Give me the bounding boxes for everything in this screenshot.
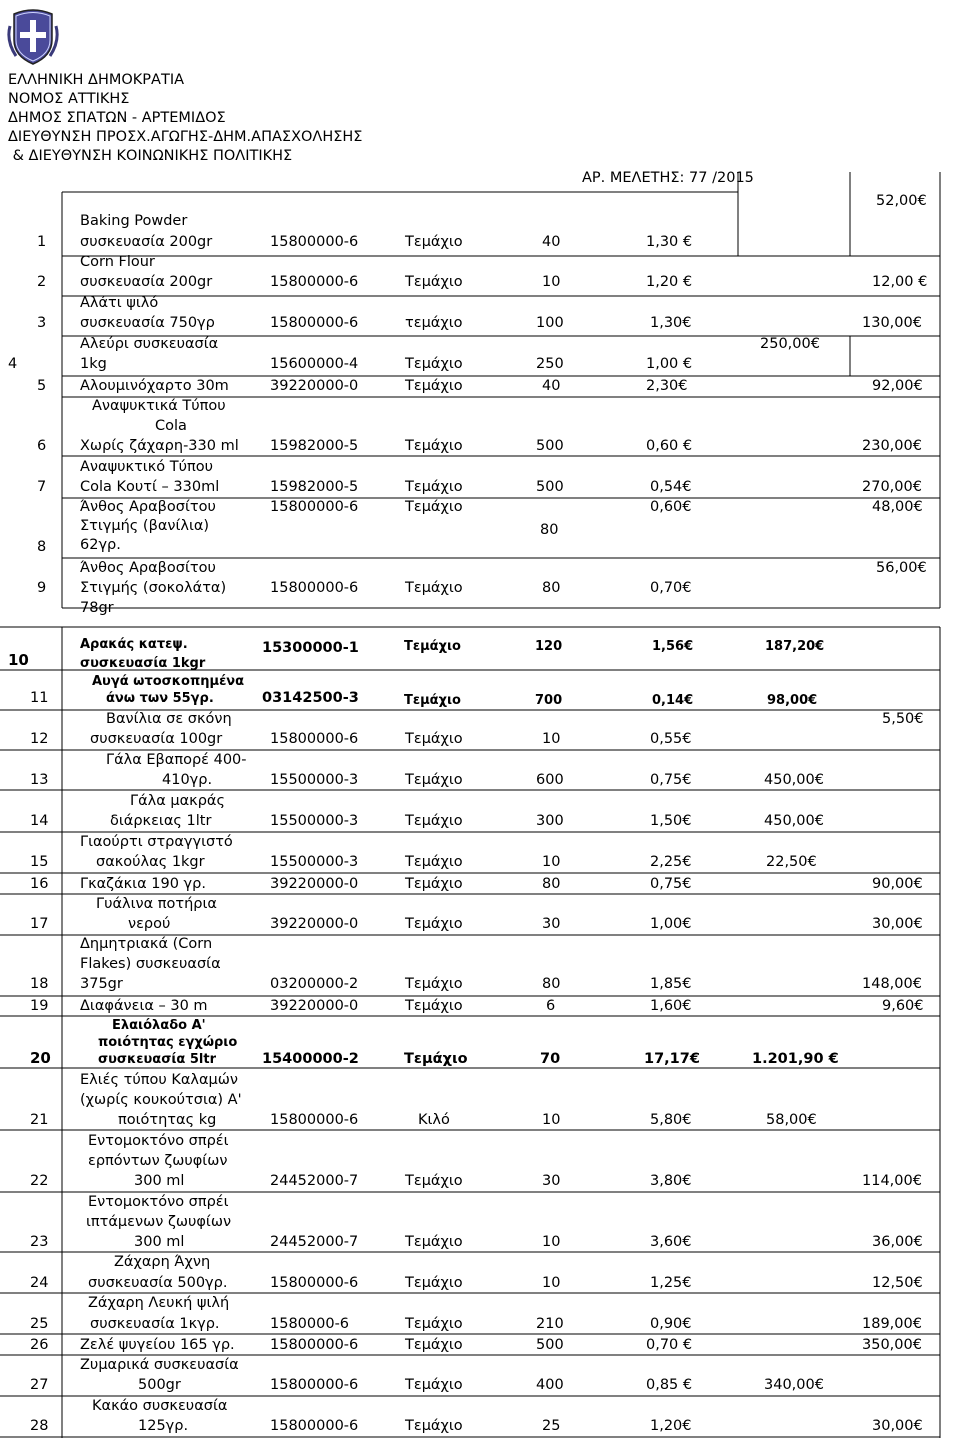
item-description: Ζυμαρικά συσκευασία [80,1357,239,1373]
unit: Τεμάχιο [405,876,463,892]
row-number: 6 [37,438,47,454]
row-number: 26 [30,1337,49,1353]
item-description: συσκευασία 200gr [80,274,213,290]
item-description: Γιαούρτι στραγγιστό [80,834,233,850]
item-description: συσκευασία 500γρ. [88,1275,228,1291]
row-number: 4 [8,356,18,372]
unit-price: 0,85 € [646,1377,693,1393]
total-price: 5,50€ [882,711,924,727]
quantity: 10 [542,731,561,747]
unit-price: 1,00 € [646,356,693,372]
item-description: Άνθος Αραβοσίτου [80,499,216,515]
row-number: 9 [37,580,47,596]
unit-price: 0,70€ [650,580,692,596]
total-price: 130,00€ [862,315,922,331]
cpv-code: 15982000-5 [270,438,359,454]
row-number: 2 [37,274,47,290]
unit-price: 1,20€ [650,1418,692,1434]
item-description: Αναψυκτικά Τύπου [92,398,226,414]
item-description: 125γρ. [138,1418,189,1434]
cpv-code: 15800000-6 [270,1418,359,1434]
item-description: 78gr [80,600,114,616]
unit: Τεμάχιο [405,499,463,515]
cpv-code: 15800000-6 [270,1377,359,1393]
item-description: (χωρίς κουκούτσια) Α' [80,1092,242,1108]
unit: Τεμάχιο [405,772,463,788]
quantity: 700 [535,693,563,708]
item-description: συσκευασία 1kgr [80,656,206,671]
unit-price: 0,55€ [650,731,692,747]
quantity: 25 [542,1418,561,1434]
quantity: 500 [536,438,564,454]
row-number: 14 [30,813,49,829]
unit: Τεμάχιο [405,916,463,932]
item-description: 300 ml [134,1234,185,1250]
row-number: 16 [30,876,49,892]
cpv-code: 15800000-6 [270,315,359,331]
total-price: 450,00€ [764,772,824,788]
total-price: 187,20€ [765,639,825,654]
unit-price: 17,17€ [644,1051,700,1067]
cpv-code: 03200000-2 [270,976,359,992]
unit-price: 0,14€ [652,693,694,708]
item-description: Αλεύρι συσκευασία [80,336,219,352]
quantity: 80 [542,976,561,992]
total-price: 12,00 € [872,274,928,290]
total-price: 12,50€ [872,1275,923,1291]
unit: Τεμάχιο [404,693,461,708]
cpv-code: 1580000-6 [270,1316,350,1332]
quantity: 300 [536,813,564,829]
item-description: συσκευασία 200gr [80,234,213,250]
item-description: Ελαιόλαδο Α' [112,1018,206,1033]
quantity: 80 [542,876,561,892]
cpv-code: 15800000-6 [270,1112,359,1128]
unit: Τεμάχιο [405,813,463,829]
quantity: 10 [542,274,561,290]
total-price: 189,00€ [862,1316,922,1332]
row-number: 28 [30,1418,49,1434]
item-description: Γάλα μακράς [130,793,225,809]
row-number: 12 [30,731,49,747]
quantity: 250 [536,356,564,372]
cpv-code: 39220000-0 [270,916,359,932]
row-number: 22 [30,1173,49,1189]
quantity: 10 [542,1112,561,1128]
unit-price: 1,30€ [650,315,692,331]
total-price: 1.201,90 € [752,1051,839,1067]
row-number: 13 [30,772,49,788]
unit: Τεμάχιο [405,1418,463,1434]
item-description: Flakes) συσκευασία [80,956,221,972]
quantity: 10 [542,1275,561,1291]
item-description: σακούλας 1kgr [96,854,205,870]
unit: Τεμάχιο [405,438,463,454]
item-description: νερού [128,916,171,932]
row-number: 8 [37,539,47,555]
cpv-code: 15800000-6 [270,580,359,596]
item-description: Βανίλια σε σκόνη [106,711,232,727]
unit: Τεμάχιο [405,854,463,870]
item-description: Cola Κουτί – 330ml [80,479,220,495]
unit-price: 0,60€ [650,499,692,515]
item-description: Χωρίς ζάχαρη-330 ml [80,438,239,454]
quantity: 10 [542,1234,561,1250]
item-description: Αλάτι ψιλό [80,295,159,311]
cpv-code: 24452000-7 [270,1234,359,1250]
total-price: 350,00€ [862,1337,922,1353]
item-description: Ελιές τύπου Καλαμών [80,1072,238,1088]
item-description: Δημητριακά (Corn [80,936,213,952]
item-description: Ζάχαρη Λευκή ψιλή [88,1295,230,1311]
row-number: 15 [30,854,49,870]
unit: Τεμάχιο [404,639,461,654]
unit-price: 2,25€ [650,854,692,870]
cpv-code: 15982000-5 [270,479,359,495]
unit: Τεμάχιο [405,1173,463,1189]
quantity: 80 [542,580,561,596]
total-price: 48,00€ [872,499,923,515]
unit-price: 1,25€ [650,1275,692,1291]
item-description: Baking Powder [80,213,188,229]
row-number: 23 [30,1234,49,1250]
cpv-code: 15300000-1 [262,640,359,656]
item-description: Γκαζάκια 190 γρ. [80,876,206,892]
unit-price: 0,75€ [650,772,692,788]
total-price: 56,00€ [876,560,927,576]
unit: Τεμάχιο [405,580,463,596]
total-price: 270,00€ [862,479,922,495]
header-line: ΕΛΛΗΝΙΚΗ ΔΗΜΟΚΡΑΤΙΑ [8,72,185,88]
item-description: Στιγμής (βανίλια) [80,518,210,534]
row-number: 19 [30,998,49,1014]
unit-price: 3,80€ [650,1173,692,1189]
item-description: συσκευασία 1κγρ. [90,1316,220,1332]
item-description: ποιότητας εγχώριο [98,1035,238,1050]
item-description: 410γρ. [162,772,213,788]
item-description: 300 ml [134,1173,185,1189]
item-description: ερπόντων ζωυφίων [88,1153,228,1169]
item-description: Γυάλινα ποτήρια [96,896,217,912]
quantity: 120 [535,639,563,654]
item-description: ποιότητας kg [118,1112,217,1128]
item-description: Αναψυκτικό Τύπου [80,459,213,475]
quantity: 210 [536,1316,564,1332]
item-description: Αλουμινόχαρτο 30m [80,378,229,394]
unit: Τεμάχιο [405,378,463,394]
quantity: 500 [536,1337,564,1353]
cpv-code: 15800000-6 [270,1337,359,1353]
row-number: 24 [30,1275,49,1291]
unit: Τεμάχιο [405,479,463,495]
unit: Τεμάχιο [405,234,463,250]
unit-price: 5,80€ [650,1112,692,1128]
total-price: 52,00€ [876,193,927,209]
row-number: 7 [37,479,47,495]
unit-price: 1,85€ [650,976,692,992]
total-price: 22,50€ [766,854,817,870]
item-description: Κακάο συσκευασία [92,1398,228,1414]
quantity: 100 [536,315,564,331]
unit-price: 1,00€ [650,916,692,932]
cpv-code: 15800000-6 [270,731,359,747]
header-line: ΔΗΜΟΣ ΣΠΑΤΩΝ - ΑΡΤΕΜΙΔΟΣ [8,110,226,126]
unit-price: 0,70 € [646,1337,693,1353]
quantity: 10 [542,854,561,870]
unit: Τεμάχιο [405,1234,463,1250]
row-number: 17 [30,916,49,932]
item-description: Εντομοκτόνο σπρέι [88,1133,229,1149]
item-description: Εντομοκτόνο σπρέι [88,1194,229,1210]
cpv-code: 15800000-6 [270,274,359,290]
row-number: 3 [37,315,47,331]
header-line: ΝΟΜΟΣ ΑΤΤΙΚΗΣ [8,91,130,107]
total-price: 148,00€ [862,976,922,992]
item-description: Cola [155,418,187,434]
quantity: 70 [540,1051,561,1067]
row-number: 18 [30,976,49,992]
total-price: 30,00€ [872,1418,923,1434]
row-number: 10 [8,651,29,669]
total-price: 450,00€ [764,813,824,829]
total-price: 58,00€ [766,1112,817,1128]
cpv-code: 15600000-4 [270,356,359,372]
item-description: Αρακάς κατεψ. [80,637,188,652]
cpv-code: 39220000-0 [270,876,359,892]
item-description: Αυγά ωτοσκοπημένα [92,674,245,689]
header-line: ΔΙΕΥΘΥΝΣΗ ΠΡΟΣΧ.ΑΓΩΓΗΣ-ΔΗΜ.ΑΠΑΣΧΟΛΗΣΗΣ [8,129,363,145]
study-number: ΑΡ. ΜΕΛΕΤΗΣ: 77 /2015 [582,170,754,186]
unit-price: 1,20 € [646,274,693,290]
quantity: 30 [542,1173,561,1189]
row-number: 1 [37,234,47,250]
quantity: 500 [536,479,564,495]
total-price: 9,60€ [882,998,924,1014]
unit-price: 2,30€ [646,378,688,394]
unit-price: 1,60€ [650,998,692,1014]
total-price: 114,00€ [862,1173,922,1189]
item-description: 1kg [80,356,107,372]
item-description: Στιγμής (σοκολάτα) [80,580,227,596]
unit-price: 0,90€ [650,1316,692,1332]
quantity: 30 [542,916,561,932]
item-description: Άνθος Αραβοσίτου [80,560,216,576]
cpv-code: 15800000-6 [270,1275,359,1291]
quantity: 600 [536,772,564,788]
unit-price: 0,75€ [650,876,692,892]
item-description: συσκευασία 750γρ [80,315,215,331]
unit: τεμάχιο [405,315,463,331]
unit: Τεμάχιο [404,1051,468,1067]
cpv-code: 15800000-6 [270,234,359,250]
cpv-code: 03142500-3 [262,690,359,706]
quantity: 400 [536,1377,564,1393]
cpv-code: 15500000-3 [270,854,359,870]
row-number: 20 [30,1049,51,1067]
unit: Τεμάχιο [405,976,463,992]
item-description: Corn Flour [80,254,155,270]
header-line: & ΔΙΕΥΘΥΝΣΗ ΚΟΙΝΩΝΙΚΗΣ ΠΟΛΙΤΙΚΗΣ [8,148,293,164]
unit-price: 1,56€ [652,639,694,654]
item-description: 62γρ. [80,537,121,553]
cpv-code: 15500000-3 [270,813,359,829]
total-price: 90,00€ [872,876,923,892]
item-description: άνω των 55γρ. [106,691,214,706]
item-description: 375gr [80,976,123,992]
quantity: 40 [542,234,561,250]
unit: Τεμάχιο [405,731,463,747]
total-price: 36,00€ [872,1234,923,1250]
unit: Τεμάχιο [405,998,463,1014]
item-description: συσκευασία 5ltr [98,1052,216,1067]
unit: Κιλό [418,1112,450,1128]
unit: Τεμάχιο [405,1337,463,1353]
cpv-code: 15400000-2 [262,1051,359,1067]
cpv-code: 24452000-7 [270,1173,359,1189]
unit: Τεμάχιο [405,1275,463,1291]
unit-price: 0,60 € [646,438,693,454]
item-description: Ζάχαρη Άχνη [114,1254,211,1270]
cpv-code: 39220000-0 [270,378,359,394]
item-description: ιπτάμενων ζωυφίων [86,1214,232,1230]
item-description: διάρκειας 1ltr [110,813,212,829]
item-description: Διαφάνεια – 30 m [80,998,208,1014]
item-description: συσκευασία 100gr [90,731,223,747]
item-description: 500gr [138,1377,181,1393]
unit-price: 1,30 € [646,234,693,250]
unit: Τεμάχιο [405,274,463,290]
row-number: 25 [30,1316,49,1332]
cpv-code: 15800000-6 [270,499,359,515]
unit: Τεμάχιο [405,1316,463,1332]
row-number: 11 [30,690,49,706]
item-description: Ζελέ ψυγείου 165 γρ. [80,1337,235,1353]
cpv-code: 15500000-3 [270,772,359,788]
cpv-code: 39220000-0 [270,998,359,1014]
unit: Τεμάχιο [405,356,463,372]
quantity: 40 [542,378,561,394]
quantity: 80 [540,522,559,538]
total-price: 340,00€ [764,1377,824,1393]
row-number: 27 [30,1377,49,1393]
total-price: 230,00€ [862,438,922,454]
item-description: Γάλα Εβαπορέ 400- [106,752,247,768]
total-price: 98,00€ [767,693,818,708]
unit-price: 3,60€ [650,1234,692,1250]
total-price: 250,00€ [760,336,820,352]
quantity: 6 [546,998,556,1014]
total-price: 30,00€ [872,916,923,932]
unit-price: 1,50€ [650,813,692,829]
row-number: 21 [30,1112,49,1128]
row-number: 5 [37,378,47,394]
unit-price: 0,54€ [650,479,692,495]
unit: Τεμάχιο [405,1377,463,1393]
total-price: 92,00€ [872,378,923,394]
